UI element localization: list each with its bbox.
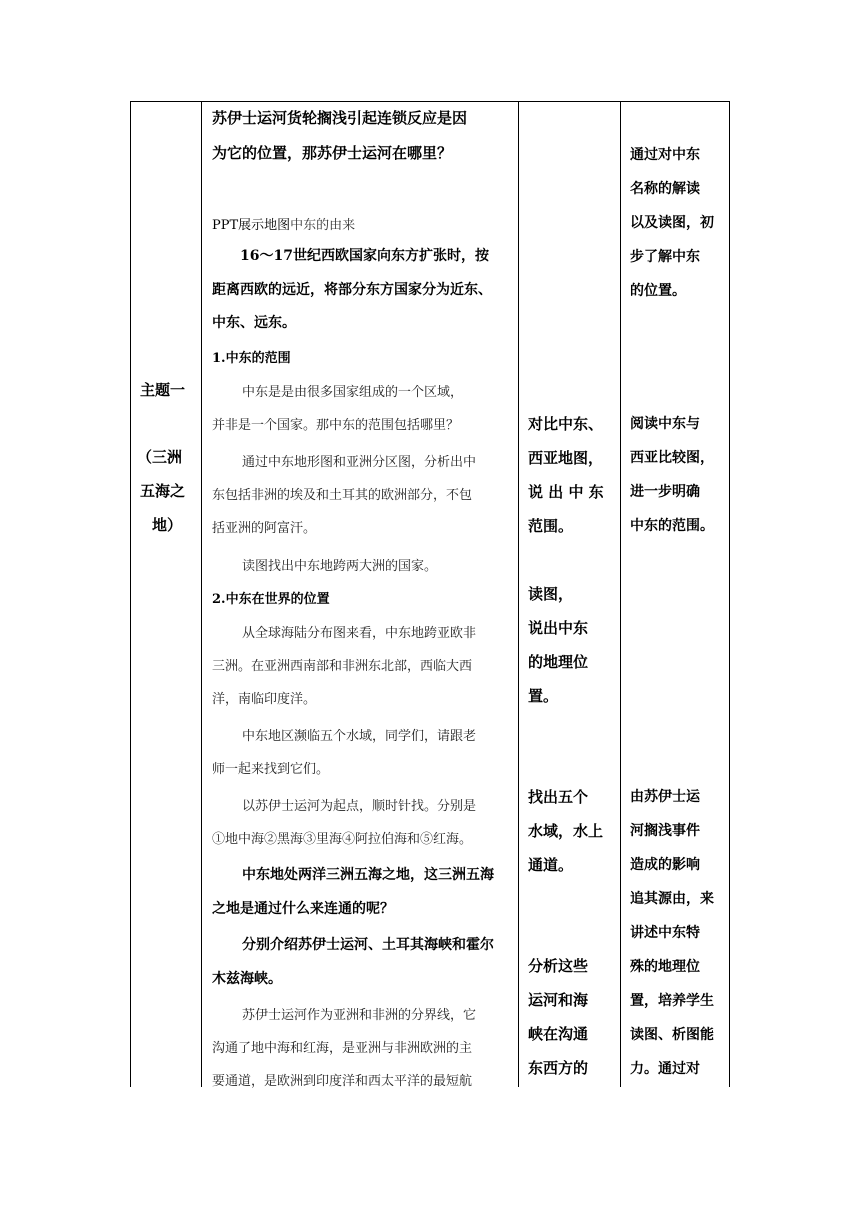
student-activity-4-line3: 峡在沟通 xyxy=(528,1025,589,1043)
student-activity-2-line4: 置。 xyxy=(528,687,559,705)
location-para2-line1: 中东地区濒临五个水域，同学们，请跟老 xyxy=(242,729,477,744)
scope-para1-line2: 并非是一个国家。那中东的范围包括哪里？ xyxy=(212,418,460,433)
intent-1-line2: 名称的解读 xyxy=(630,181,700,197)
table-right-border xyxy=(729,101,730,1087)
origin-line1: 16～17世纪西欧国家向东方扩张时，按 xyxy=(240,248,489,264)
location-para1-line1: 从全球海陆分布图来看，中东地跨亚欧非 xyxy=(242,626,477,641)
intent-1-line3: 以及读图，初 xyxy=(630,215,714,231)
intent-3-line3: 造成的影响 xyxy=(630,857,700,873)
topic-subtitle-line2: 五海之 xyxy=(140,482,186,500)
ppt-map-title: 中东的由来 xyxy=(290,218,356,233)
location-para2-line2: 师一起来找到它们。 xyxy=(212,762,330,777)
topic-subtitle-line3: 地） xyxy=(152,516,183,534)
topic-subtitle-line1: （三洲 xyxy=(137,448,183,466)
suez-para-line1: 苏伊士运河作为亚洲和非洲的分界线，它 xyxy=(242,1008,477,1023)
scope-para2-line1: 通过中东地形图和亚洲分区图，分析出中 xyxy=(242,455,477,470)
scope-para2-line2: 东包括非洲的埃及和土耳其的欧洲部分，不包 xyxy=(212,488,473,503)
suez-para-line2: 沟通了地中海和红海，是亚洲与非洲欧洲的主 xyxy=(212,1041,473,1056)
intent-2-line1: 阅读中东与 xyxy=(630,416,700,432)
intent-2-line4: 中东的范围。 xyxy=(630,518,714,534)
location-para5-line2: 木兹海峡。 xyxy=(212,971,282,987)
section-heading-scope: 1.中东的范围 xyxy=(212,351,291,366)
location-para1-line3: 洋，南临印度洋。 xyxy=(212,692,317,707)
scope-para2-line3: 括亚洲的阿富汗。 xyxy=(212,521,317,536)
location-para4-line2: 之地是通过什么来连通的呢？ xyxy=(212,901,394,917)
intent-3-line2: 河搁浅事件 xyxy=(630,823,700,839)
intent-3-line6: 殊的地理位 xyxy=(630,959,700,975)
student-activity-1-line4: 范围。 xyxy=(528,517,574,535)
location-para3-line1: 以苏伊士运河为起点，顺时针找。分别是 xyxy=(242,799,477,814)
question-line1: 苏伊士运河货轮搁浅引起连锁反应是因 xyxy=(212,109,468,127)
student-activity-3-line2: 水域，水上 xyxy=(528,822,604,840)
student-activity-4-line4: 东西方的 xyxy=(528,1059,589,1077)
intent-3-line5: 讲述中东特 xyxy=(630,925,700,941)
student-activity-3-line1: 找出五个 xyxy=(528,788,589,806)
suez-para-line3: 要通道，是欧洲到印度洋和西太平洋的最短航 xyxy=(212,1074,473,1089)
student-activity-4-line1: 分析这些 xyxy=(528,957,589,975)
student-activity-2-line2: 说出中东 xyxy=(528,619,589,637)
intent-2-line3: 进一步明确 xyxy=(630,484,700,500)
ppt-caption xyxy=(212,216,355,232)
intent-3-line8: 读图、析图能 xyxy=(630,1027,714,1043)
table-left-border xyxy=(130,101,131,1087)
intent-3-line7: 置，培养学生 xyxy=(630,993,714,1009)
intent-1-line4: 步了解中东 xyxy=(630,249,700,265)
question-line2: 为它的位置，那苏伊士运河在哪里？ xyxy=(212,144,453,162)
location-para1-line2: 三洲。在亚洲西南部和非洲东北部，西临大西 xyxy=(212,659,473,674)
scope-para1-line1: 中东是是由很多国家组成的一个区域， xyxy=(242,385,464,400)
scope-para3: 读图找出中东地跨两大洲的国家。 xyxy=(242,559,438,574)
student-activity-1-line2: 西亚地图， xyxy=(528,449,604,467)
location-para5-line1: 分别介绍苏伊士运河、土耳其海峡和霍尔 xyxy=(242,937,494,953)
column-divider-1 xyxy=(201,101,202,1087)
intent-1-line5: 的位置。 xyxy=(630,283,686,299)
student-activity-3-line3: 通道。 xyxy=(528,856,574,874)
origin-line3: 中东、远东。 xyxy=(212,315,296,331)
topic-label: 主题一 xyxy=(140,381,186,399)
intent-2-line2: 西亚比较图， xyxy=(630,450,714,466)
student-activity-4-line2: 运河和海 xyxy=(528,991,589,1009)
location-para4-line1: 中东地处两洋三洲五海之地，这三洲五海 xyxy=(242,867,494,883)
section-heading-location: 2.中东在世界的位置 xyxy=(212,592,330,607)
column-divider-3 xyxy=(620,101,621,1087)
student-activity-1-line3: 说 出 中 东 xyxy=(528,483,604,501)
origin-line2: 距离西欧的远近，将部分东方国家分为近东、 xyxy=(212,282,492,298)
ppt-prefix: PPT展示地图 xyxy=(212,218,291,233)
student-activity-1-line1: 对比中东、 xyxy=(528,415,604,433)
intent-3-line4: 追其源由，来 xyxy=(630,891,714,907)
location-para3-line2: ①地中海②黑海③里海④阿拉伯海和⑤红海。 xyxy=(212,832,473,847)
intent-1-line1: 通过对中东 xyxy=(630,147,700,163)
intent-3-line1: 由苏伊士运 xyxy=(630,789,700,805)
student-activity-2-line3: 的地理位 xyxy=(528,653,589,671)
intent-3-line9: 力。通过对 xyxy=(630,1061,700,1077)
column-divider-2 xyxy=(518,101,519,1087)
table-top-border xyxy=(130,101,730,102)
student-activity-2-line1: 读图， xyxy=(528,585,574,603)
